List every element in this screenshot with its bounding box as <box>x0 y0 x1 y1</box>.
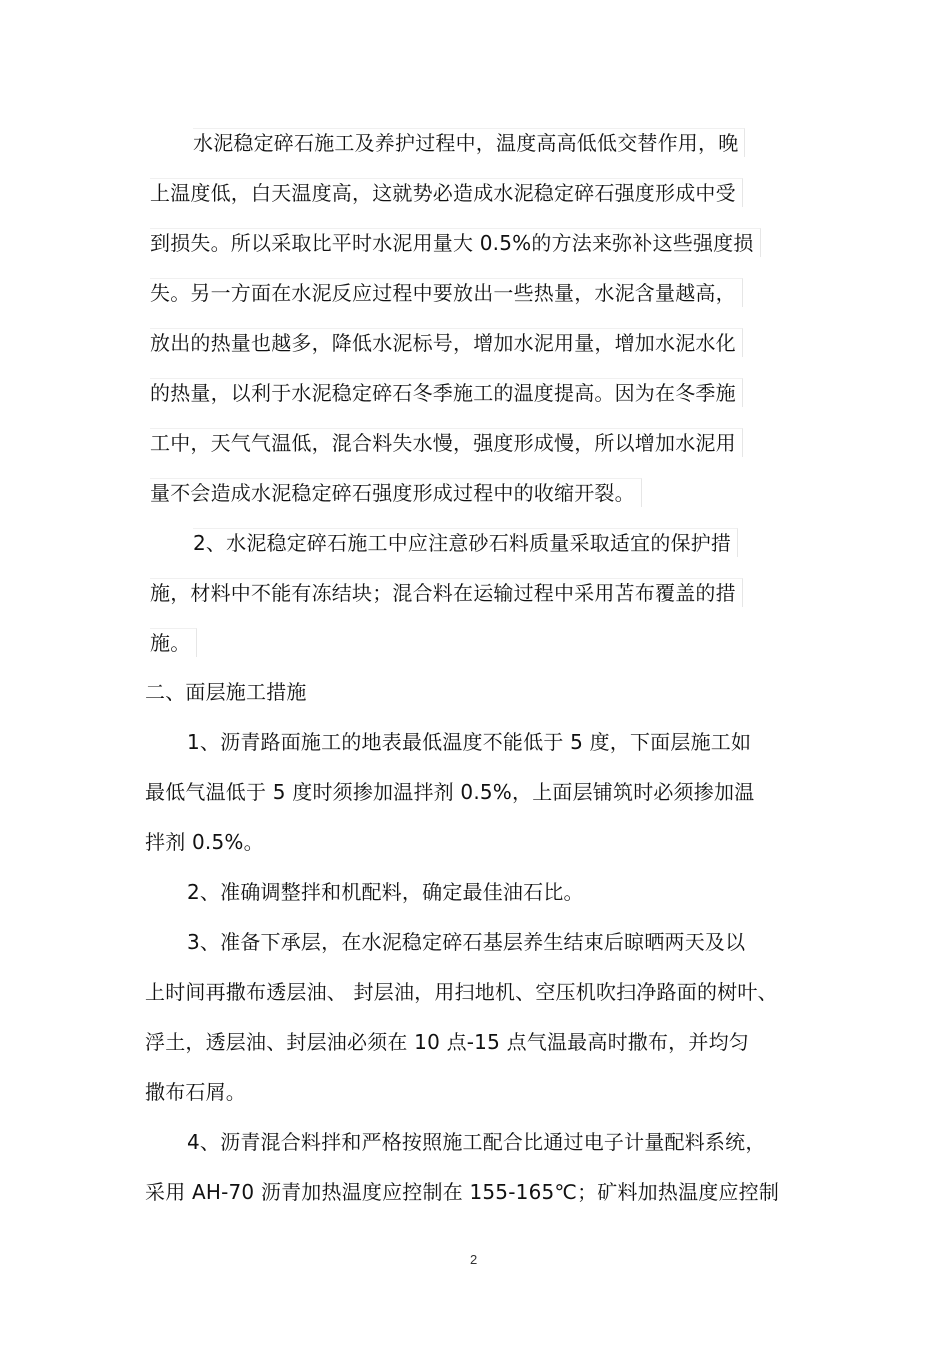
section-heading: 二、面层施工措施 <box>145 680 307 704</box>
page-number: 2 <box>470 1252 478 1267</box>
text-line: 的热量，以利于水泥稳定碎石冬季施工的温度提高。因为在冬季施 <box>150 378 743 407</box>
text-line: 2、水泥稳定碎石施工中应注意砂石料质量采取适宜的保护措 <box>193 528 738 557</box>
text-line: 撒布石屑。 <box>145 1080 246 1104</box>
text-line: 4、沥青混合料拌和严格按照施工配合比通过电子计量配料系统， <box>187 1130 766 1154</box>
text-line: 上时间再撒布透层油、 封层油，用扫地机、空压机吹扫净路面的树叶、 <box>145 980 778 1004</box>
text-line: 施，材料中不能有冻结块；混合料在运输过程中采用苫布覆盖的措 <box>150 578 743 607</box>
text-line: 浮土，透层油、封层油必须在 10 点-15 点气温最高时撒布，并均匀 <box>145 1030 749 1054</box>
text-line: 最低气温低于 5 度时须掺加温拌剂 0.5%，上面层铺筑时必须掺加温 <box>145 780 755 804</box>
text-line: 2、准确调整拌和机配料，确定最佳油石比。 <box>187 880 584 904</box>
text-line: 拌剂 0.5%。 <box>145 830 264 854</box>
text-line: 到损失。所以采取比平时水泥用量大 0.5%的方法来弥补这些强度损 <box>150 228 761 257</box>
text-line: 水泥稳定碎石施工及养护过程中，温度高高低低交替作用，晚 <box>193 128 745 157</box>
text-line: 失。另一方面在水泥反应过程中要放出一些热量，水泥含量越高， <box>150 278 743 307</box>
text-line: 3、准备下承层，在水泥稳定碎石基层养生结束后晾晒两天及以 <box>187 930 746 954</box>
text-line: 上温度低，白天温度高，这就势必造成水泥稳定碎石强度形成中受 <box>150 178 743 207</box>
text-line: 放出的热量也越多，降低水泥标号，增加水泥用量，增加水泥水化 <box>150 328 743 357</box>
text-line: 工中，天气气温低，混合料失水慢，强度形成慢，所以增加水泥用 <box>150 428 743 457</box>
text-line: 施。 <box>150 628 197 657</box>
text-line: 采用 AH-70 沥青加热温度应控制在 155-165℃；矿料加热温度应控制 <box>145 1180 780 1204</box>
text-line: 量不会造成水泥稳定碎石强度形成过程中的收缩开裂。 <box>150 478 642 507</box>
text-line: 1、沥青路面施工的地表最低温度不能低于 5 度，下面层施工如 <box>187 730 752 754</box>
